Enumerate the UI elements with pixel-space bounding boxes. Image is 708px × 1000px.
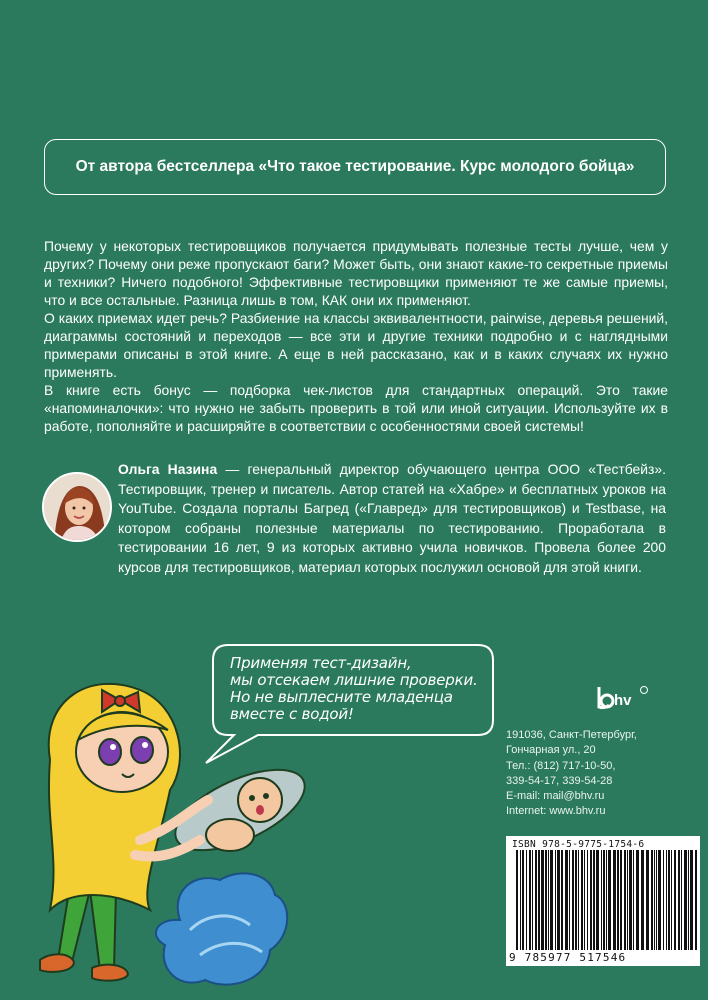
barcode-bar [516,850,518,950]
speech-line: мы отсекаем лишние проверки. [230,671,478,689]
barcode-bar [596,850,599,950]
barcode-bar [654,850,655,950]
barcode-bar [658,850,661,950]
barcode-bar [641,850,644,950]
barcode-bar [561,850,563,950]
barcode-bar [593,850,595,950]
isbn-label: ISBN 978-5-9775-1754-6 [512,839,645,850]
speech-line: Но не выплесните младенца [230,688,453,706]
barcode-bar [671,850,672,950]
barcode-bar [581,850,583,950]
barcode-bar [548,850,549,950]
barcode-bar [666,850,667,950]
barcode-bar [601,850,602,950]
barcode-bar [620,850,622,950]
barcode-bar [538,850,540,950]
description-paragraph: Почему у некоторых тестировщиков получается придумывать полезные тесты лучше, чем у других? Почему они реже пропускают баги? Может быть, они знают какие-то секретные приемы и техники? Ничего подобного! Эффективные тестировщики применяют те же самые приемы, что и все остальные. Разница лишь в том, КАК они их применяют. [44,238,668,308]
barcode-bar [590,850,592,950]
svg-text:hv: hv [614,692,632,709]
barcode-bar [569,850,570,950]
address-line: Тел.: (812) 717-10-50, [506,759,616,772]
publisher-address [506,728,686,820]
speech-line: Применяя тест-дизайн, [230,654,412,672]
description-paragraph: В книге есть бонус — подборка чек-листов для стандартных операций. Это такие «напоминалочки»: что нужно не забыть проверить в той или иной ситуации. Используйте их в работе, пополняйте и расширяйте в соответствии с особенностями своей системы! [44,382,668,434]
barcode-bar [520,850,521,950]
barcode-bar [684,850,687,950]
barcode-bars [516,850,698,950]
barcode-bar [663,850,664,950]
barcode-bar [545,850,547,950]
barcode-bar [629,850,632,950]
barcode-bar [575,850,577,950]
barcode-bar [572,850,574,950]
barcode-bar [555,850,556,950]
barcode-bar [678,850,680,950]
barcode-bar [633,850,634,950]
barcode-bar [603,850,605,950]
address-line: E-mail: mail@bhv.ru [506,790,605,803]
barcode-bar [522,850,524,950]
barcode-bar [526,850,527,950]
barcode-bar [529,850,531,950]
barcode-bar [668,850,670,950]
address-line: 339-54-17, 339-54-28 [506,774,613,787]
barcode-bar [532,850,533,950]
barcode-bar [565,850,568,950]
barcode-digits: 9 785977 517546 [509,951,627,964]
barcode-bar [535,850,537,950]
barcode-bar [584,850,585,950]
barcode-bar [608,850,611,950]
author-name: Ольга Назина [118,461,218,477]
address-line: Internet: www.bhv.ru [506,805,606,818]
barcode-bar [688,850,689,950]
barcode-bar [624,850,626,950]
barcode-bar [627,850,628,950]
barcode-bar [557,850,560,950]
barcode-bar [681,850,682,950]
isbn-barcode [506,836,700,966]
barcode-bar [606,850,607,950]
address-line: Гончарная ул., 20 [506,744,596,757]
barcode-bar [646,850,649,950]
barcode-bar [617,850,619,950]
tagline-text: От автора бестселлера «Что такое тестирование. Курс молодого бойца» [75,158,635,175]
barcode-bar [651,850,653,950]
barcode-bar [690,850,693,950]
barcode-bar [695,850,697,950]
barcode-bar [578,850,579,950]
barcode-bar [636,850,639,950]
author-bio [118,460,666,577]
author-avatar [42,472,112,542]
barcode-bar [656,850,657,950]
address-line: 191036, Санкт-Петербург, [506,729,637,741]
author-bio-text: — генеральный директор обучающего центра ООО «Тестбейз». Тестировщик, тренер и писатель. Автор статей на «Хабре» и бесплатных уроков на YouTube. Создала порталы Багред («Главред» для тестировщиков) и Testbase, на котором собраны полезные материалы по тестированию. Проработала в тестировании 16 лет, 9 из которых активно учила новичков. Провела более 200 курсов для тестировщиков, материал которых послужил основой для этой книги. [118,461,666,575]
barcode-bar [541,850,544,950]
bhv-logo [597,683,649,713]
tagline-box [44,139,666,195]
speech-line: вместе с водой! [230,705,354,723]
barcode-bar [613,850,616,950]
barcode-bar [550,850,553,950]
description-paragraph: О каких приемах идет речь? Разбиение на классы эквивалентности, pairwise, деревья решений, диаграммы состояний и переходов — все эти и другие техники подробно и с наглядными примерами описаны в этой книге. А еще в ней рассказано, как и в каких случаях их нужно применять. [44,310,668,380]
girl-bathing-baby-illustration [30,640,330,1000]
barcode-bar [587,850,588,950]
book-description [44,237,668,435]
barcode-bar [674,850,676,950]
